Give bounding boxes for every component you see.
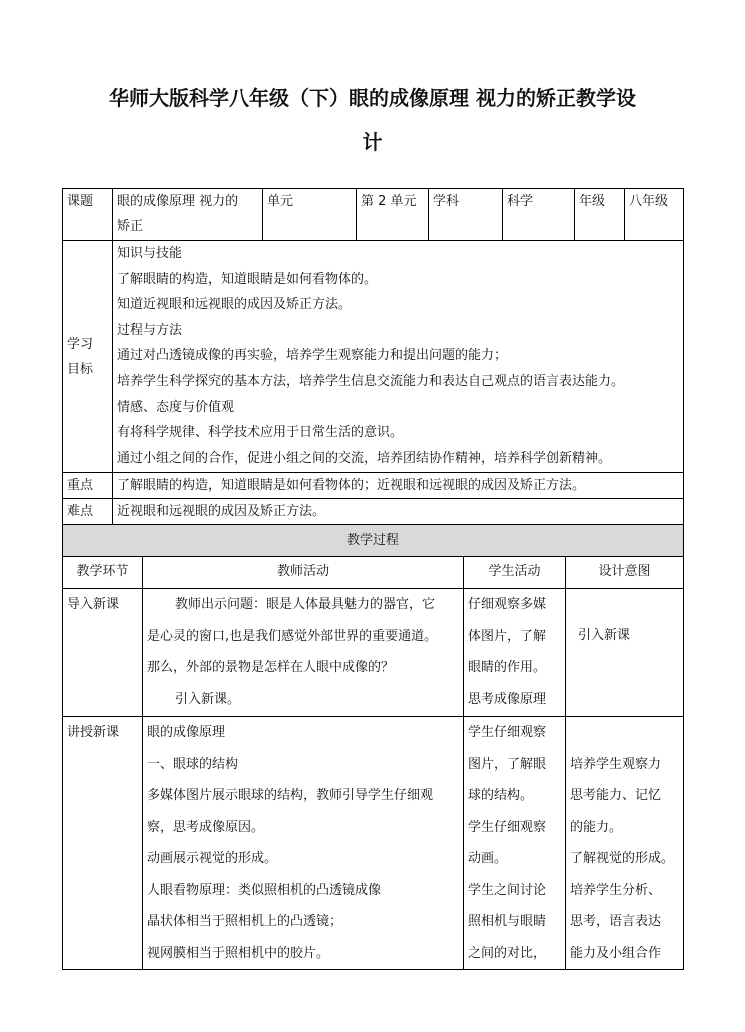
- student-line: 仔细观察多媒: [468, 597, 547, 612]
- teacher-line: 多媒体图片展示眼球的结构，教师引导学生仔细观: [147, 788, 434, 803]
- intro-student: [464, 589, 566, 717]
- title-line-1: 华师大版科学八年级（下）眼的成像原理 视力的矫正教学设: [109, 86, 636, 110]
- objective-line: 过程与方法: [117, 322, 183, 338]
- intent-line: 了解视觉的形成。: [570, 851, 675, 866]
- difficulty-row: [63, 499, 684, 525]
- student-line: 照相机与眼睛: [468, 914, 547, 929]
- student-line: 图片，了解眼: [468, 756, 547, 772]
- intent-line: 引入新课: [578, 628, 631, 643]
- subject-value: 科学: [503, 189, 575, 241]
- unit-label: 单元: [263, 189, 357, 241]
- objective-line: 有将科学规律、科学技术应用于日常生活的意识。: [117, 425, 404, 441]
- objective-line: 培养学生科学探究的基本方法，培养学生信息交流能力和表达自己观点的语言表达能力。: [117, 373, 625, 389]
- lecture-teacher: [143, 717, 464, 970]
- intro-intent: [566, 589, 684, 717]
- student-line: 球的结构。: [468, 788, 534, 803]
- teacher-line: 是心灵的窗口,也是我们感觉外部世界的重要通道。: [147, 628, 438, 644]
- student-line: 学生之间讨论: [468, 882, 547, 898]
- lesson-info-table: [62, 188, 684, 525]
- objectives-label: 学习 目标: [63, 241, 113, 473]
- grade-label: 年级: [575, 189, 625, 241]
- title-line-2: 计: [362, 130, 383, 154]
- objective-line: 知识与技能: [117, 246, 183, 261]
- intent-line: 培养学生分析、: [570, 882, 662, 898]
- teaching-process-table: [62, 524, 684, 970]
- header-stage: 教学环节: [63, 557, 143, 589]
- teacher-line: 眼的成像原理: [147, 725, 226, 740]
- course-value: 眼的成像原理 视力的 矫正: [113, 189, 263, 241]
- objective-line: 通过小组之间的合作，促进小组之间的交流，培养团结协作精神，培养科学创新精神。: [117, 450, 612, 466]
- lecture-stage: 讲授新课: [63, 717, 143, 970]
- key-point-row: [63, 473, 684, 499]
- objective-line: 了解眼睛的构造，知道眼睛是如何看物体的。: [117, 271, 378, 287]
- teacher-line: 引入新课。: [175, 691, 241, 707]
- teacher-line: 晶状体相当于照相机上的凸透镜；: [147, 914, 343, 929]
- header-student: 学生活动: [464, 557, 566, 589]
- teacher-line: 视网膜相当于照相机中的胶片。: [147, 945, 330, 961]
- student-line: 体图片，了解: [468, 628, 547, 644]
- student-line: 之间的对比，: [468, 945, 547, 961]
- objective-line: 通过对凸透镜成像的再实验，培养学生观察能力和提出问题的能力；: [117, 348, 508, 364]
- intent-line: 的能力。: [570, 819, 623, 835]
- difficulty-label: 难点: [63, 499, 113, 525]
- teacher-line: 教师出示问题：眼是人体最具魅力的器官，它: [175, 597, 436, 612]
- intent-line: 能力及小组合作: [570, 945, 662, 961]
- teacher-line: 察，思考成像原因。: [147, 819, 265, 835]
- intent-line: 思考，语言表达: [570, 914, 662, 929]
- objective-line: 情感、态度与价值观: [117, 399, 235, 415]
- student-line: 学生仔细观察: [468, 725, 547, 740]
- lecture-student: [464, 717, 566, 970]
- teacher-line: 一、眼球的结构: [147, 756, 239, 772]
- student-line: 动画。: [468, 851, 508, 866]
- intro-row: [63, 589, 684, 717]
- difficulty-text: 近视眼和远视眼的成因及矫正方法。: [113, 499, 684, 525]
- intro-teacher: [143, 589, 464, 717]
- key-point-text: 了解眼睛的构造，知道眼睛是如何看物体的；近视眼和远视眼的成因及矫正方法。: [113, 473, 684, 499]
- objective-line: 知道近视眼和远视眼的成因及矫正方法。: [117, 297, 352, 313]
- teacher-line: 动画展示视觉的形成。: [147, 851, 278, 866]
- intent-line: [570, 717, 679, 749]
- lecture-intent: [566, 717, 684, 970]
- process-band-row: [63, 525, 684, 557]
- course-label: 课题: [63, 189, 113, 241]
- student-line: 学生仔细观察: [468, 819, 547, 835]
- intro-stage: 导入新课: [63, 589, 143, 717]
- grade-value: 八年级: [625, 189, 684, 241]
- intent-line: 培养学生观察力: [570, 756, 662, 772]
- lecture-row: [63, 717, 684, 970]
- student-line: 思考成像原理: [468, 691, 547, 707]
- header-teacher: 教师活动: [143, 557, 464, 589]
- teacher-line: 人眼看物原理：类似照相机的凸透镜成像: [147, 882, 382, 898]
- process-header-row: [63, 557, 684, 589]
- document-title: [60, 78, 685, 162]
- unit-value: 第 2 单元: [357, 189, 429, 241]
- objectives-content: [113, 241, 684, 473]
- info-row: [63, 189, 684, 241]
- objectives-row: [63, 241, 684, 473]
- header-intent: 设计意图: [566, 557, 684, 589]
- process-band: 教学过程: [63, 525, 684, 557]
- intent-line: 思考能力、记忆: [570, 788, 662, 803]
- teacher-line: 那么，外部的景物是怎样在人眼中成像的？: [147, 660, 395, 675]
- student-line: 眼睛的作用。: [468, 660, 547, 675]
- key-point-label: 重点: [63, 473, 113, 499]
- subject-label: 学科: [429, 189, 503, 241]
